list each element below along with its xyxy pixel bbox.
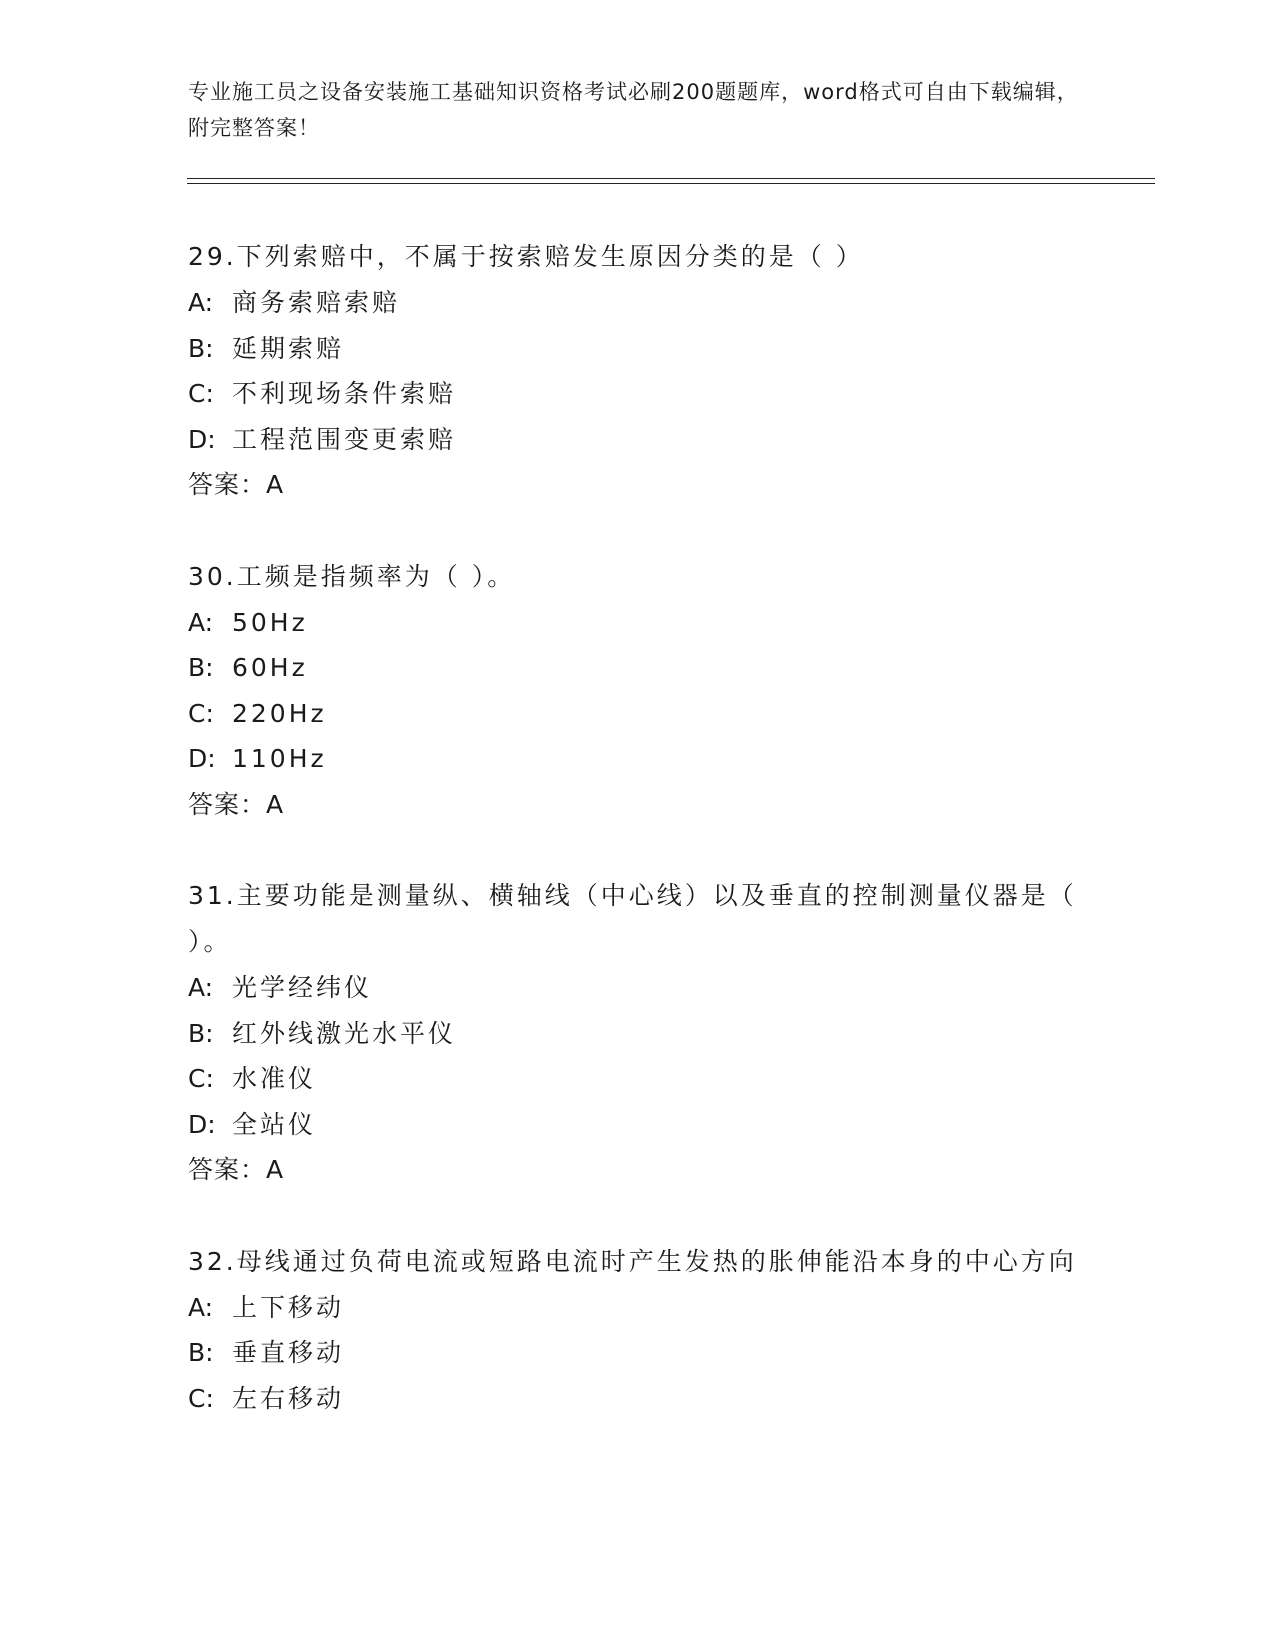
option-text: 50Hz [232,607,308,637]
option-text: 60Hz [232,653,308,682]
header-rule-top [187,178,1155,179]
question-stem: 29.下列索赔中，不属于按索赔发生原因分类的是（ ） [188,242,864,271]
option-text: 水准仪 [232,1064,317,1093]
option-letter: B: [188,1338,214,1367]
option-text: 上下移动 [232,1292,345,1322]
option-text: 商务索赔索赔 [232,288,401,317]
question-32 [188,1239,1088,1422]
option-letter: A: [188,288,214,317]
question-list [188,234,1088,1467]
option-text: 延期索赔 [232,333,345,363]
option-a [188,600,1088,646]
option-c [188,1376,1088,1422]
option-d [188,736,1088,782]
question-stem: 31.主要功能是测量纵、横轴线（中心线）以及垂直的控制测量仪器是（ ）。 [188,881,1077,956]
question-stem: 32.母线通过负荷电流或短路电流时产生发热的胀伸能沿本身的中心方向 [188,1246,1077,1276]
question-30 [188,554,1088,828]
answer-line: 答案：A [188,470,285,499]
option-text: 不利现场条件索赔 [232,379,457,408]
document-header: 专业施工员之设备安装施工基础知识资格考试必刷200题题库，word格式可自由下载编辑，附完整答案！ [188,80,1079,140]
option-letter: D: [188,744,216,773]
option-letter: B: [188,1018,214,1048]
answer-line: 答案：A [188,1155,285,1184]
option-a [188,280,1088,326]
option-c [188,1056,1088,1102]
option-letter: D: [188,1109,216,1139]
option-text: 垂直移动 [232,1338,345,1367]
option-text: 220Hz [232,698,327,728]
option-c [188,371,1088,417]
option-a [188,1285,1088,1331]
header-rule-bottom [187,183,1155,184]
option-b [188,326,1088,372]
question-stem: 30.工频是指频率为（ ）。 [188,561,516,591]
option-text: 110Hz [232,744,327,773]
option-d [188,1102,1088,1148]
option-text: 左右移动 [232,1383,345,1413]
option-text: 工程范围变更索赔 [232,424,457,454]
option-letter: A: [188,607,214,637]
option-b [188,1011,1088,1057]
option-c [188,691,1088,737]
option-a [188,965,1088,1011]
answer-line: 答案：A [188,789,285,819]
option-b [188,1330,1088,1376]
question-31 [188,873,1088,1193]
option-letter: A: [188,1292,214,1322]
option-text: 全站仪 [232,1109,317,1139]
option-b [188,645,1088,691]
option-d [188,417,1088,463]
option-text: 光学经纬仪 [232,973,373,1002]
option-letter: B: [188,333,214,363]
option-letter: D: [188,424,216,454]
option-letter: C: [188,1064,214,1093]
question-29 [188,234,1088,508]
option-letter: B: [188,653,214,682]
option-letter: A: [188,973,214,1002]
option-letter: C: [188,379,214,408]
option-letter: C: [188,1383,214,1413]
option-text: 红外线激光水平仪 [232,1018,457,1048]
option-letter: C: [188,698,214,728]
